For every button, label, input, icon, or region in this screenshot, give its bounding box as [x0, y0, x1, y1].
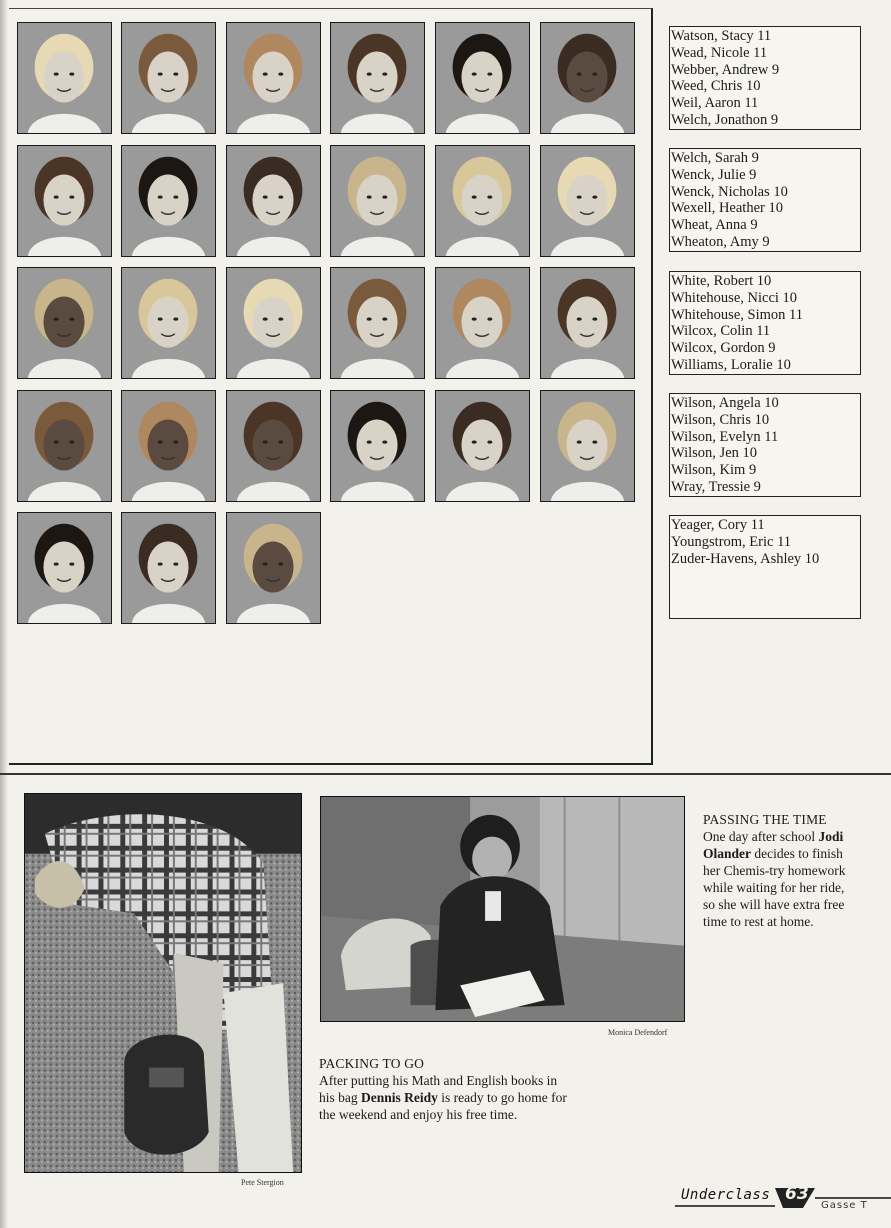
name-list-4 — [669, 393, 861, 497]
student-portrait — [330, 22, 425, 134]
student-name-entry: Wheat, Anna 9 — [671, 217, 758, 234]
student-portrait — [226, 267, 321, 379]
student-portrait — [330, 145, 425, 257]
student-portrait — [17, 267, 112, 379]
student-name-entry: Zuder-Havens, Ashley 10 — [671, 550, 820, 567]
student-name-entry: Wilson, Evelyn 11 — [671, 428, 779, 445]
student-portrait — [17, 22, 112, 134]
footer-cut-text: Gasse T — [821, 1200, 868, 1211]
caption-packing-text-before: After putting his Math and English books in his bag — [319, 1073, 558, 1105]
student-name-entry: Welch, Jonathon 9 — [671, 111, 779, 128]
student-portrait — [121, 267, 216, 379]
footer-section-label: Underclass — [681, 1187, 771, 1203]
student-portrait — [540, 390, 635, 502]
caption-packing — [319, 1055, 574, 1123]
student-name-entry: Wray, Tressie 9 — [671, 478, 761, 495]
student-name-entry: Wilson, Jen 10 — [671, 445, 758, 462]
caption-passing-text-before: One day after school — [703, 829, 819, 844]
candid-photo-passing — [320, 796, 685, 1022]
student-portrait — [330, 267, 425, 379]
student-portrait — [121, 145, 216, 257]
section-divider — [0, 773, 891, 775]
student-portrait — [121, 390, 216, 502]
photo-credit-right: Monica Defendorf — [608, 1028, 668, 1037]
student-name-entry: Weed, Chris 10 — [671, 78, 761, 95]
student-name-entry: Wead, Nicole 11 — [671, 44, 768, 61]
student-name-entry: Wilcox, Colin 11 — [671, 323, 771, 340]
student-name-entry: Wilson, Angela 10 — [671, 395, 779, 411]
student-portrait — [435, 267, 530, 379]
student-name-entry: Wilcox, Gordon 9 — [671, 340, 776, 357]
name-list-2 — [669, 148, 861, 252]
student-portrait — [540, 145, 635, 257]
caption-packing-title: PACKING TO GO — [319, 1056, 425, 1071]
caption-passing-title: PASSING THE TIME — [703, 812, 827, 827]
photo-credit-left: Pete Stergion — [241, 1178, 284, 1187]
caption-passing-text-after: decides to finish her Chemis-try homework while waiting for her ride, so she will have extra free time to rest at home. — [703, 846, 846, 929]
student-name-entry: Wheaton, Amy 9 — [671, 233, 770, 250]
student-portrait — [540, 267, 635, 379]
student-portrait — [17, 512, 112, 624]
student-name-entry: Williams, Loralie 10 — [671, 356, 791, 373]
caption-packing-text-after: is ready to go home for the weekend and enjoy his free time. — [319, 1090, 567, 1122]
student-name-entry: Welch, Sarah 9 — [671, 150, 759, 166]
caption-passing — [703, 811, 853, 930]
footer-section-tab — [675, 1186, 891, 1210]
student-name-entry: Whitehouse, Nicci 10 — [671, 289, 798, 306]
student-name-entry: Youngstrom, Eric 11 — [671, 533, 792, 550]
student-name-entry: Wenck, Julie 9 — [671, 166, 757, 183]
student-name-entry: Wexell, Heather 10 — [671, 200, 783, 217]
student-portrait — [226, 22, 321, 134]
student-portrait — [121, 22, 216, 134]
student-portrait — [330, 390, 425, 502]
page-binding-shadow — [0, 0, 8, 1228]
student-portrait — [226, 512, 321, 624]
candid-photo-packing — [24, 793, 302, 1173]
name-list-1 — [669, 26, 861, 130]
student-portrait — [435, 390, 530, 502]
student-name-entry: White, Robert 10 — [671, 273, 772, 289]
student-name-entry: Weil, Aaron 11 — [671, 95, 759, 112]
student-portrait — [226, 390, 321, 502]
page-number: 63 — [785, 1184, 809, 1204]
caption-passing-student-name: Jodi Olander — [703, 829, 844, 861]
student-name-entry: Whitehouse, Simon 11 — [671, 306, 803, 323]
student-name-entry: Watson, Stacy 11 — [671, 28, 772, 44]
student-portrait — [435, 22, 530, 134]
student-portrait — [17, 145, 112, 257]
student-name-entry: Wilson, Chris 10 — [671, 411, 770, 428]
student-portrait — [17, 390, 112, 502]
name-list-5 — [669, 515, 861, 619]
student-portrait — [540, 22, 635, 134]
student-name-entry: Yeager, Cory 11 — [671, 517, 765, 533]
name-list-3 — [669, 271, 861, 375]
student-name-entry: Webber, Andrew 9 — [671, 61, 780, 78]
student-name-entry: Wenck, Nicholas 10 — [671, 183, 788, 200]
student-portrait — [435, 145, 530, 257]
student-portrait — [226, 145, 321, 257]
student-portrait — [121, 512, 216, 624]
caption-packing-student-name: Dennis Reidy — [361, 1090, 438, 1105]
student-name-entry: Wilson, Kim 9 — [671, 462, 757, 479]
